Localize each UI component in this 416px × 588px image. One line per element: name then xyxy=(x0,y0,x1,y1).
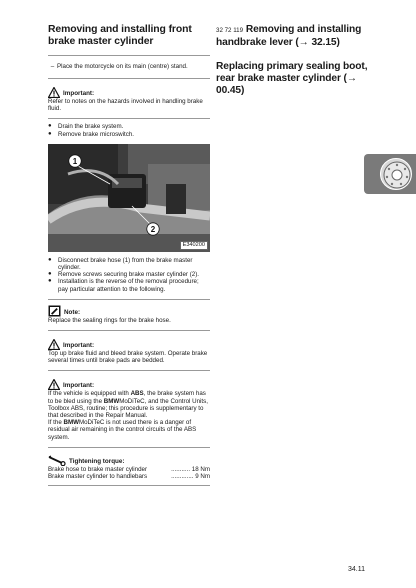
bullet-icon: ● xyxy=(48,278,52,285)
bullet-item xyxy=(48,271,210,278)
note-body xyxy=(48,390,210,440)
procedure-step xyxy=(48,63,210,71)
note-body: Replace the sealing rings for the brake hose. xyxy=(48,316,171,324)
torque-wrench-icon xyxy=(48,455,66,466)
section-title: Removing and installing handbrake lever (→ 32.15) xyxy=(216,24,362,48)
note-text: MoDiTeC, and the Control Units, Toolbox ABS, routine; this procedure is supplementary to that described in the Repair Manual. xyxy=(48,397,208,420)
important-note xyxy=(48,338,210,364)
note-title: Important: xyxy=(63,90,95,97)
bullet-text: Drain the brake system. xyxy=(58,123,124,131)
bullet-text: Remove screws securing brake master cylinder (2). xyxy=(58,271,199,279)
torque-row xyxy=(48,473,210,480)
note-emphasis: BMW xyxy=(63,419,79,427)
note-text: , the brake system has to be bled using the xyxy=(48,390,206,405)
bullet-item xyxy=(48,257,210,271)
figure-label: E340200 xyxy=(180,241,208,250)
important-note xyxy=(48,86,210,112)
divider xyxy=(48,78,210,79)
bullet-item xyxy=(48,278,210,292)
section-heading-handbrake-lever xyxy=(216,24,376,49)
note-title: Important: xyxy=(63,342,95,350)
divider xyxy=(48,299,210,300)
torque-label: Brake master cylinder to handlebars xyxy=(48,473,148,481)
warning-triangle-icon xyxy=(48,379,60,390)
torque-value: ............. 9 Nm xyxy=(171,473,210,481)
right-column xyxy=(216,24,376,97)
note-text: MoDiTeC is not used there is a danger of residual air remaining in the control circuits of the ABS system. xyxy=(48,419,197,441)
warning-triangle-icon xyxy=(48,87,60,98)
note-text: If the vehicle is equipped with xyxy=(48,390,131,398)
note-box xyxy=(48,305,210,324)
bullet-item xyxy=(48,123,210,130)
callout-2 xyxy=(146,222,160,236)
bullet-icon: ● xyxy=(48,130,52,137)
torque-spec xyxy=(48,454,210,480)
torque-value: ........... 18 Nm xyxy=(171,465,210,473)
page-number: 34.11 xyxy=(348,566,365,573)
bullet-text: Remove brake microswitch. xyxy=(58,130,134,138)
note-title: Important: xyxy=(63,382,95,390)
torque-label: Brake hose to brake master cylinder xyxy=(48,465,148,473)
note-body: Refer to notes on the hazards involved in handling brake fluid. xyxy=(48,98,203,113)
divider xyxy=(48,447,210,448)
section-code: 32 72 119 xyxy=(216,27,244,34)
bullet-text: Disconnect brake hose (1) from the brake master cylinder. xyxy=(58,256,193,272)
callout-1 xyxy=(68,154,82,168)
bullet-icon: ● xyxy=(48,123,52,130)
torque-title: Tightening torque: xyxy=(69,457,125,465)
photo-brake-master-cylinder xyxy=(48,144,210,252)
divider xyxy=(48,330,210,331)
note-pencil-icon xyxy=(48,305,61,317)
note-title: Note: xyxy=(64,308,81,316)
torque-row xyxy=(48,466,210,473)
bullet-icon: ● xyxy=(48,271,52,278)
svg-text:1: 1 xyxy=(72,156,78,166)
bullet-icon: ● xyxy=(48,256,52,263)
svg-text:2: 2 xyxy=(150,224,156,234)
brake-disc-icon xyxy=(380,158,412,190)
note-text: If the xyxy=(48,419,64,427)
step-text: Place the motorcycle on its main (centre) stand. xyxy=(57,63,188,70)
section-heading-front-brake: Removing and installing front brake master cylinder xyxy=(48,24,192,47)
divider xyxy=(48,55,210,56)
bullet-text: Installation is the reverse of the removal procedure; pay particular attention to the following. xyxy=(58,278,199,293)
chapter-tab xyxy=(364,154,416,194)
section-heading-sealing-boot: Replacing primary sealing boot, rear brake master cylinder (→ 00.45) xyxy=(216,61,368,96)
divider xyxy=(48,485,210,486)
divider xyxy=(48,370,210,371)
note-emphasis: BMW xyxy=(103,397,120,405)
left-column xyxy=(48,24,210,486)
warning-triangle-icon xyxy=(48,339,60,350)
note-body: Top up brake fluid and bleed brake system. Operate brake several times until brake pads are bedded. xyxy=(48,350,208,365)
bullet-item xyxy=(48,131,210,138)
divider xyxy=(48,118,210,119)
dash-marker: – xyxy=(50,63,55,70)
important-note-abs xyxy=(48,378,210,440)
note-emphasis: ABS xyxy=(130,390,144,398)
